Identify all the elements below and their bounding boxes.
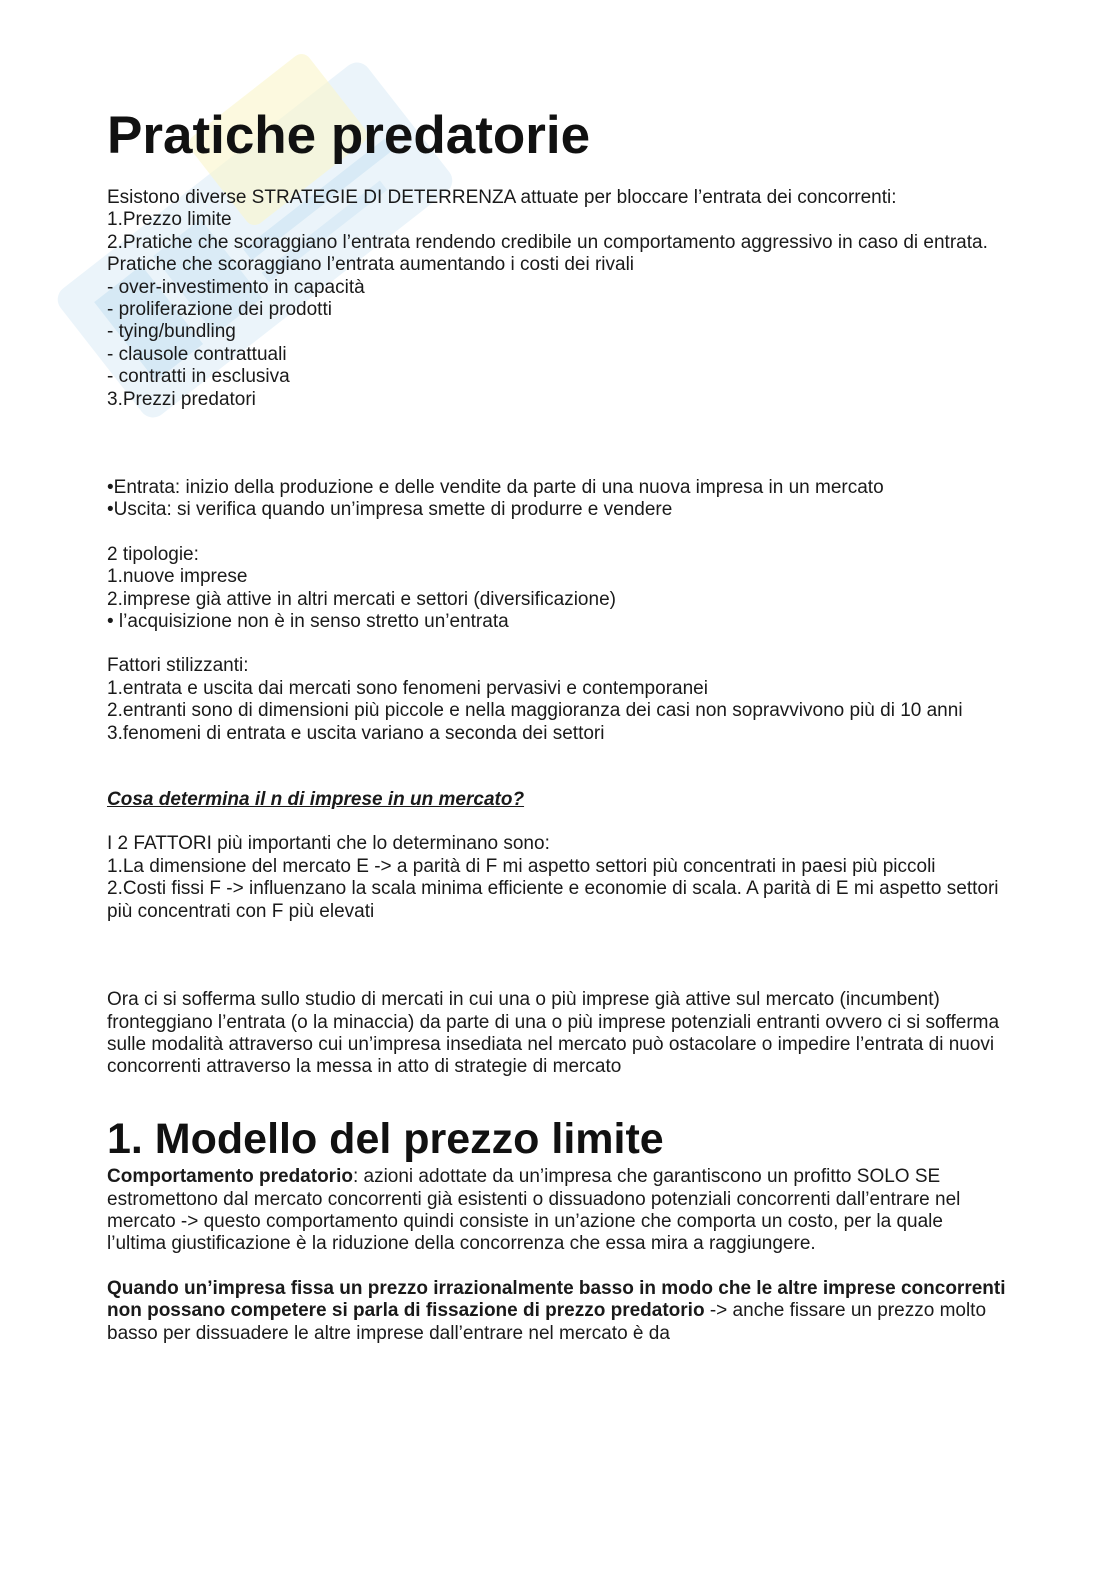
page-title: Pratiche predatorie xyxy=(107,106,591,165)
definition-exit: •Uscita: si verifica quando un’impresa smette di produrre e vendere xyxy=(107,499,673,521)
list-item: 1.Prezzo limite xyxy=(107,209,232,231)
section-heading: 1. Modello del prezzo limite xyxy=(107,1114,664,1163)
list-item: 3.fenomeni di entrata e uscita variano a seconda dei settori xyxy=(107,722,605,744)
definition-text: : azioni adottate da un’impresa che garantiscono un profitto SOLO SE estromettono dal mercato concorrenti già esistenti o dissuadono potenziali concorrenti dall’entrare nel mercato -> questo comportamento quindi consiste in un’azione che comporta un costo, per la quale l’ultima giustificazione è la riduzione della concorrenza che essa mira a raggiungere. xyxy=(107,1166,961,1255)
list-item: 3.Prezzi predatori xyxy=(107,388,256,410)
focus-paragraph: Ora ci si sofferma sullo studio di mercati in cui una o più imprese già attive sul mercato (incumbent) fronteggiano l’entrata (o la minaccia) da parte di una o più imprese potenziali entranti ovvero ci si sofferma sulle modalità attraverso cui un’impresa insediata nel mercato può ostacolare o impedire l’entrata di nuovi concorrenti attraverso la messa in atto di strategie di mercato xyxy=(107,989,1000,1078)
list-item: • l’acquisizione non è in senso stretto un’entrata xyxy=(107,611,509,633)
predatory-price-tail: -> anche fissare un prezzo molto basso per dissuadere le altre imprese dall’entrare nel mercato è da xyxy=(107,1300,987,1344)
list-item: 1.entrata e uscita dai mercati sono fenomeni pervasivi e contemporanei xyxy=(107,677,708,699)
definition-entry: •Entrata: inizio della produzione e delle vendite da parte di una nuova impresa in un mercato xyxy=(107,477,884,498)
document-page xyxy=(107,106,1007,1345)
list-item: - tying/bundling xyxy=(107,321,236,343)
list-item: 2.Pratiche che scoraggiano l’entrata rendendo credibile un comportamento aggressivo in caso di entrata. Pratiche che scoraggiano l’entrata aumentando i costi dei rivali xyxy=(107,231,988,276)
list-item: 1.nuove imprese xyxy=(107,566,248,588)
definition-paragraph xyxy=(107,1166,1007,1256)
list-item: - clausole contrattuali xyxy=(107,343,287,365)
list-item: - proliferazione dei prodotti xyxy=(107,298,332,320)
factors-lead: I 2 FATTORI più importanti che lo determinano sono: xyxy=(107,833,550,855)
list-item: 2.Costi fissi F -> influenzano la scala minima efficiente e economie di scala. A parità di E mi aspetto settori più concentrati con F più elevati xyxy=(107,878,999,922)
list-item: 2.entranti sono di dimensioni più piccole e nella maggioranza dei casi non sopravvivono più di 10 anni xyxy=(107,700,963,722)
list-item: 2.imprese già attive in altri mercati e settori (diversificazione) xyxy=(107,588,616,610)
predatory-price-bold: Quando un’impresa fissa un prezzo irrazionalmente basso in modo che le altre imprese concorrenti non possano competere si parla di fissazione di prezzo predatorio xyxy=(107,1277,1006,1322)
predatory-price-paragraph xyxy=(107,1278,1007,1345)
list-item: - contratti in esclusiva xyxy=(107,366,290,388)
list-item: 1.La dimensione del mercato E -> a parità di F mi aspetto settori più concentrati in paesi più piccoli xyxy=(107,855,936,877)
intro-lead: Esistono diverse STRATEGIE DI DETERRENZA attuate per bloccare l’entrata dei concorrenti: xyxy=(107,186,897,208)
definition-term: Comportamento predatorio xyxy=(107,1166,353,1188)
list-item: - over-investimento in capacità xyxy=(107,276,365,298)
question-heading: Cosa determina il n di imprese in un mercato? xyxy=(107,789,525,811)
stylized-lead: Fattori stilizzanti: xyxy=(107,655,249,677)
typologies-lead: 2 tipologie: xyxy=(107,543,199,565)
